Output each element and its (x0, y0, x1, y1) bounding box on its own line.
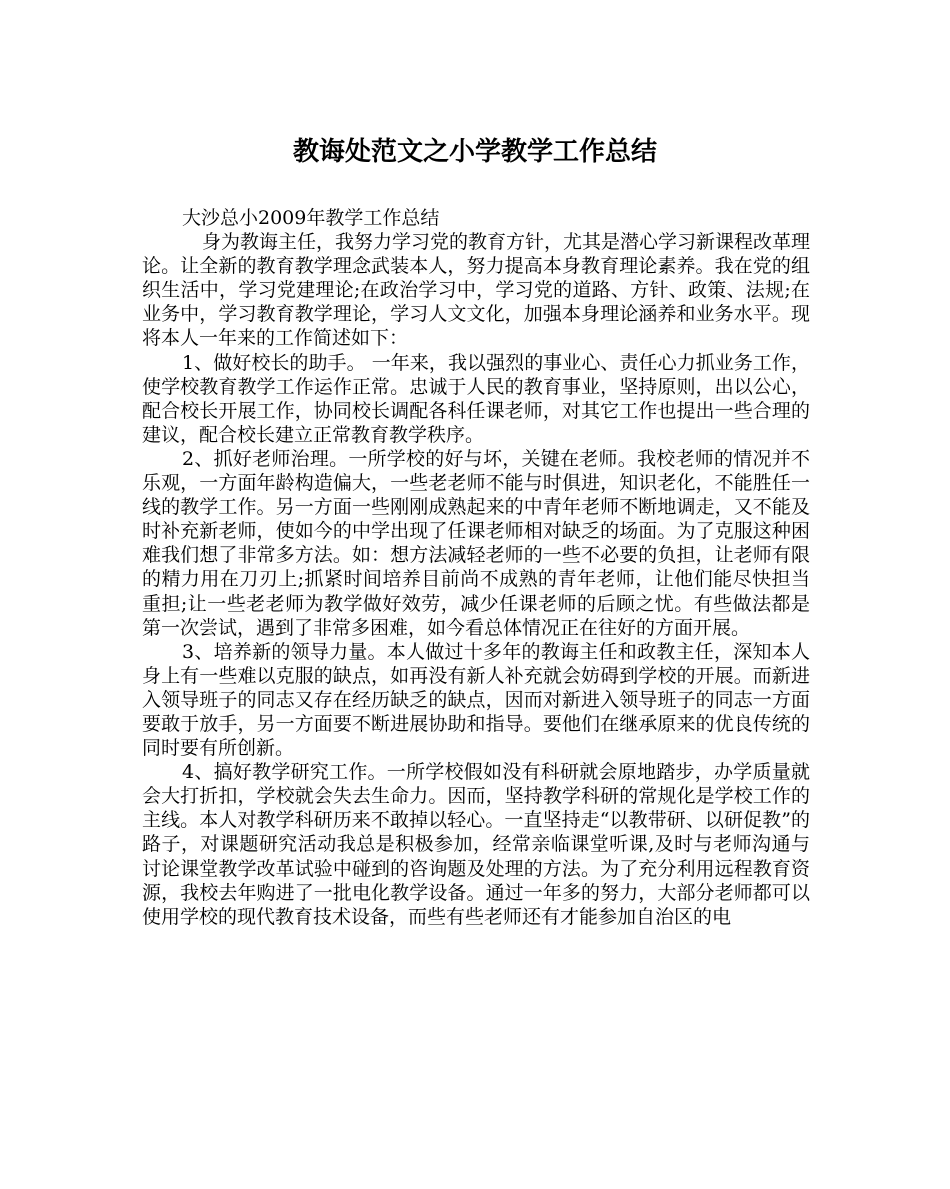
document-subtitle: 大沙总小2009年教学工作总结 (182, 207, 440, 229)
paragraph-item-1: 1、做好校长的助手。 一年来，我以强烈的事业心、责任心力抓业务工作，使学校教育教学工作运作正常。忠诚于人民的教育事业，坚持原则，出以公心，配合校长开展工作，协同校长调配各科任课老师，对其它工作也提出一些合理的建议，配合校长建立正常教育教学秩序。 (142, 351, 810, 446)
paragraph-item-4: 4、搞好教学研究工作。一所学校假如没有科研就会原地踏步，办学质量就会大打折扣，学校就会失去生命力。因而，坚持教学科研的常规化是学校工作的主线。本人对教学科研历来不敢掉以轻心。一直坚持走“以教带研、以研促教”的路子，对课题研究活动我总是积极参加，经常亲临课堂听课,及时与老师沟通与讨论课堂教学改革试验中碰到的咨询题及处理的方法。为了充分利用远程教育资源，我校去年购进了一批电化教学设备。通过一年多的努力，大部分老师都可以使用学校的现代教育技术设备，而些有些老师还有才能参加自治区的电 (142, 761, 810, 928)
paragraph-intro: 身为教诲主任，我努力学习党的教育方针，尤其是潜心学习新课程改革理论。让全新的教育教学理念武装本人，努力提高本身教育理论素养。我在党的组织生活中，学习党建理论;在政治学习中，学习党的道路、方针、政策、法规;在业务中，学习教育教学理论，学习人文文化，加强本身理论涵养和业务水平。现将本人一年来的工作简述如下： (142, 231, 811, 350)
document-title: 教诲处范文之小学教学工作总结 (292, 137, 657, 167)
paragraph-item-2: 2、抓好老师治理。一所学校的好与坏，关键在老师。我校老师的情况并不乐观，一方面年龄构造偏大，一些老老师不能与时俱进，知识老化，不能胜任一线的教学工作。另一方面一些刚刚成熟起来的中青年老师不断地调走，又不能及时补充新老师，使如今的中学出现了任课老师相对缺乏的场面。为了克服这种困难我们想了非常多方法。如：想方法减轻老师的一些不必要的负担，让老师有限的精力用在刀刃上;抓紧时间培养目前尚不成熟的青年老师，让他们能尽快担当重担;让一些老老师为教学做好效劳，减少任课老师的后顾之忧。有些做法都是第一次尝试，遇到了非常多困难，如今看总体情况正在往好的方面开展。 (142, 447, 810, 639)
paragraph-item-3: 3、培养新的领导力量。本人做过十多年的教诲主任和政教主任，深知本人身上有一些难以克服的缺点，如再没有新人补充就会妨碍到学校的开展。而新进入领导班子的同志又存在经历缺乏的缺点，因而对新进入领导班子的同志一方面要敢于放手，另一方面要不断进展协助和指导。要他们在继承原来的优良传统的同时要有所创新。 (142, 640, 810, 760)
document-body (142, 206, 810, 929)
